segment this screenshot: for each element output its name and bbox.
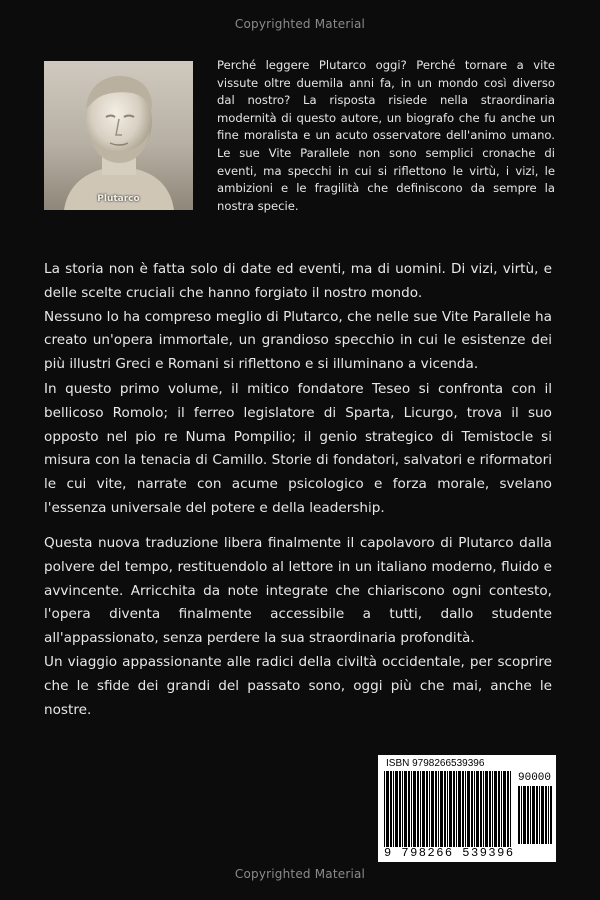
- plutarch-bust-image: [44, 61, 193, 210]
- barcode-bar: [474, 771, 475, 847]
- barcode-bar: [476, 771, 479, 847]
- barcode-bar: [411, 771, 412, 847]
- barcode-digits: 9 798266 539396: [384, 846, 515, 860]
- barcode-bar: [465, 771, 466, 847]
- barcode-bar: [471, 771, 473, 847]
- barcode-bar: [422, 771, 425, 847]
- intro-paragraph: Perché leggere Plutarco oggi? Perché tornare a vite vissute oltre duemila anni fa, in un mondo così diverso dal nostro? La risposta risiede nella straordinaria modernità di questo autore, un biografo che fu anche un fine moralista e un acuto osservatore dell'animo umano. Le sue Vite Parallele non sono semplici cronache di eventi, ma specchi in cui si riflettono le virtù, i vizi, le ambizioni e le fragilità che definiscono da sempre la nostra specie.: [217, 58, 555, 213]
- price-addon-barcode: [518, 786, 552, 844]
- barcode-bar: [449, 771, 452, 847]
- barcode-bar: [492, 771, 493, 847]
- body-paragraph-3b: Un viaggio appassionante alle radici della civiltà occidentale, per scoprire che le sfide dei grandi del passato sono, oggi più che mai, anche le nostre.: [44, 653, 552, 718]
- body-paragraph-3a: Questa nuova traduzione libera finalmente il capolavoro di Plutarco dalla polvere del tempo, restituendolo al lettore in un italiano moderno, fluido e avvincente. Arricchita da note integrate che chiariscono ogni contesto, l'opera diventa finalmente accessibile a tutti, dallo studente all'appassionato, senza perdere la sua straordinaria profondità.: [44, 535, 552, 647]
- barcode-bar: [523, 786, 526, 844]
- barcode-bar: [550, 786, 552, 844]
- barcode-bar: [501, 771, 502, 847]
- barcode-bar: [494, 771, 497, 847]
- barcode-bar: [467, 771, 470, 847]
- barcode-bar: [402, 771, 403, 847]
- price-code: 90000: [518, 772, 552, 784]
- barcode-bar: [541, 786, 544, 844]
- barcode-bar: [521, 786, 522, 844]
- body-paragraph-1: [44, 258, 552, 377]
- barcode-bar: [386, 771, 389, 847]
- barcode-bar: [438, 771, 439, 847]
- isbn-barcode-box: [378, 755, 556, 862]
- barcode-bar: [395, 771, 398, 847]
- barcode-bar: [447, 771, 448, 847]
- barcode-bar: [417, 771, 419, 847]
- barcode-bar: [480, 771, 482, 847]
- barcode-bar: [458, 771, 461, 847]
- barcode-bar: [393, 771, 394, 847]
- isbn-label: ISBN 9798266539396: [386, 758, 485, 769]
- barcode-bar: [408, 771, 410, 847]
- barcode-bar: [489, 771, 491, 847]
- barcode-bar: [390, 771, 392, 847]
- copyright-watermark-bottom: Copyrighted Material: [234, 867, 366, 881]
- body-paragraph-1b: Nessuno lo ha compreso meglio di Plutarco, che nelle sue Vite Parallele ha creato un'opera immortale, un grandioso specchio in cui le esistenze dei più illustri Greci e Romani si riflettono e si illuminano a vicenda.: [44, 308, 552, 373]
- barcode-bar: [413, 771, 416, 847]
- barcode-bar: [404, 771, 407, 847]
- isbn-barcode: [384, 771, 512, 847]
- barcode-bar: [384, 771, 385, 847]
- bust-illustration: [44, 61, 193, 210]
- barcode-bar: [435, 771, 437, 847]
- barcode-bar: [532, 786, 535, 844]
- barcode-bar: [527, 786, 529, 844]
- barcode-bar: [399, 771, 401, 847]
- barcode-bar: [431, 771, 434, 847]
- barcode-bar: [503, 771, 506, 847]
- barcode-bar: [453, 771, 455, 847]
- barcode-bar: [429, 771, 430, 847]
- barcode-bar: [548, 786, 549, 844]
- body-paragraph-2: In questo primo volume, il mitico fondatore Teseo si confronta con il bellicoso Romolo; il ferreo legislatore di Sparta, Licurgo, trova il suo opposto nel pio re Numa Pompilio; il genio strategico di Temistocle si misura con la tenacia di Camillo. Storie di fondatori, salvatori e riformatori le cui vite, narrate con acume psicologico e forza morale, svelano l'essenza universale del potere e della leadership.: [44, 381, 552, 516]
- barcode-bar: [510, 771, 511, 847]
- portrait-caption: Plutarco: [97, 194, 140, 204]
- barcode-bar: [518, 786, 520, 844]
- body-paragraph-3: [44, 532, 552, 722]
- barcode-bar: [536, 786, 538, 844]
- barcode-bar: [530, 786, 531, 844]
- barcode-bar: [507, 771, 509, 847]
- barcode-bar: [485, 771, 488, 847]
- barcode-bar: [420, 771, 421, 847]
- barcode-bar: [545, 786, 547, 844]
- copyright-watermark-top: Copyrighted Material: [234, 17, 366, 31]
- barcode-bar: [462, 771, 464, 847]
- body-paragraph-1a: La storia non è fatta solo di date ed eventi, ma di uomini. Di vizi, virtù, e delle scelte cruciali che hanno forgiato il nostro mondo.: [44, 261, 552, 301]
- barcode-bar: [444, 771, 446, 847]
- barcode-bar: [539, 786, 540, 844]
- barcode-bar: [498, 771, 500, 847]
- barcode-bar: [440, 771, 443, 847]
- barcode-bar: [426, 771, 428, 847]
- barcode-bar: [456, 771, 457, 847]
- barcode-bar: [483, 771, 484, 847]
